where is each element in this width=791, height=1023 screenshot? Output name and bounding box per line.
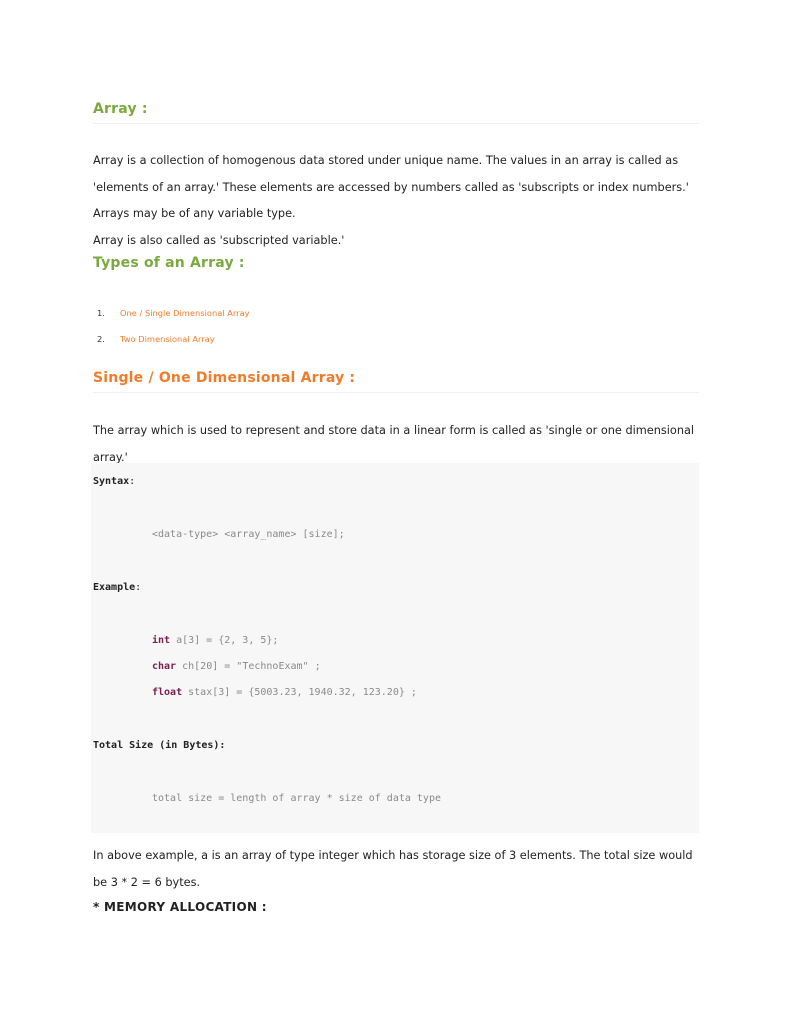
link-two-dimensional[interactable]: Two Dimensional Array — [120, 334, 215, 344]
link-one-dimensional[interactable]: One / Single Dimensional Array — [120, 308, 250, 318]
syntax-line: <data-type> <array_name> [size]; — [152, 529, 345, 540]
list-number: 1. — [97, 308, 105, 318]
heading-divider — [93, 392, 699, 393]
code-block — [91, 463, 699, 833]
example-label: Example: — [93, 582, 142, 593]
code-keyword: int — [152, 635, 171, 646]
code-line: float stax[3] = {5003.23, 1940.32, 123.20} ; — [152, 687, 417, 698]
code-keyword: float — [152, 687, 183, 698]
code-keyword: char — [152, 661, 177, 672]
list-number: 2. — [97, 334, 105, 344]
paragraph-line: be 3 * 2 = 6 bytes. — [93, 875, 201, 889]
paragraph-line: Arrays may be of any variable type. — [93, 207, 296, 220]
code-line: char ch[20] = "TechnoExam" ; — [152, 661, 321, 672]
array-description — [93, 148, 699, 254]
heading-divider — [93, 123, 699, 124]
heading-types: Types of an Array : — [93, 255, 245, 271]
paragraph-line: In above example, a is an array of type integer which has storage size of 3 elements. The total size would — [93, 849, 693, 862]
paragraph-line: 'elements of an array.' These elements are accessed by numbers called as 'subscripts or index numbers.' — [93, 180, 689, 194]
memory-allocation-heading: * MEMORY ALLOCATION : — [93, 900, 267, 914]
heading-array: Array : — [93, 101, 148, 117]
heading-single-dimensional: Single / One Dimensional Array : — [93, 370, 356, 386]
code-line: int a[3] = {2, 3, 5}; — [152, 635, 279, 646]
paragraph-line: Array is a collection of homogenous data stored under unique name. The values in an array is called as — [93, 154, 679, 167]
example-explanation — [93, 843, 699, 896]
total-size-line: total size = length of array * size of data type — [152, 793, 441, 804]
paragraph-line: array.' — [93, 450, 128, 464]
paragraph-line: Array is also called as 'subscripted variable.' — [93, 233, 345, 247]
paragraph-line: The array which is used to represent and store data in a linear form is called as 'single or one dimensional — [93, 424, 695, 437]
syntax-label: Syntax: — [93, 476, 136, 487]
total-size-label: Total Size (in Bytes): — [93, 740, 226, 751]
